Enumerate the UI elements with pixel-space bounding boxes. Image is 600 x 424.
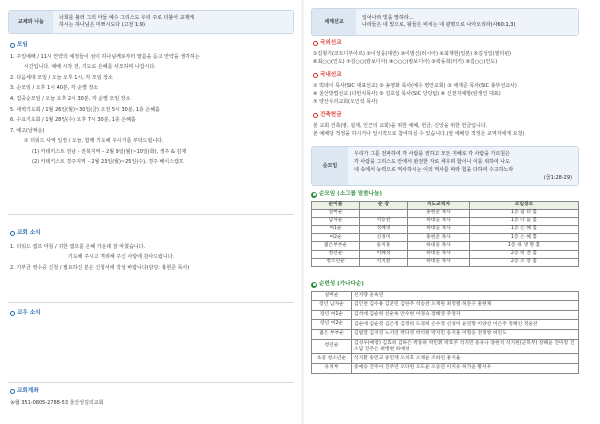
- table-row: 남자순 석승찬 하대웅 목사 1층 나 눔 홀: [312, 217, 579, 225]
- column-header: 모임장소: [470, 201, 579, 209]
- roster-section: [311, 281, 579, 374]
- circle-bullet-icon: [313, 41, 318, 46]
- cell-verse: 우리가 그를 전파하여 각 사람을 권하고 모든 지혜로 각 사람을 가르침은 각 사람을 그리스도 안에서 완전한 자로 세우려 함이니 이를 위하여 나도 내 속에서 능력으로 역사하시는 이의 역사를 따라 힘을 다하여 수고하노라 (골1:28-29): [348, 147, 578, 185]
- divider: [8, 302, 294, 303]
- gathering-item: 1. 주일예배 / 11시 안약의 예정들이 섬이 하나님께로부터 말씀을 듣고 안약을 생각하는: [10, 53, 200, 60]
- gathering-item: 5. 새벽기도회 / 1월 26일(월)~30일(금) 오전 5시 30분, 1층 은혜홀: [10, 106, 160, 113]
- fellowship-verse: 너희를 불러 그의 아들 예수 그리스도 우리 주로 더불어 교제케 하시는 하나님은 미쁘시도다 (고전 1:9): [53, 11, 293, 33]
- right-page: [305, 0, 600, 424]
- news-item: 2. 기부금 영수증 신청 / 필요하신 분은 신청서에 작성 바랍니다(담당: 홍현준 목사): [10, 264, 190, 271]
- account-section: [10, 388, 298, 406]
- table-row: 청년순 이혜성 하대웅 목사 2층 비 전 홀: [312, 250, 579, 258]
- news-title: 교회 소식: [17, 230, 41, 236]
- table-row: 청년순 김성우(매장) 김효희 김하은 박동하 박민휘 박호주 석지민 송유나 양현석 석지원(군복무) 장해윤 전미랑 진소담 진주은 최병현 하예성: [312, 339, 579, 354]
- fellowship-tag: 교제와 나눔: [9, 11, 53, 33]
- overseas-missions-section: [313, 40, 593, 66]
- circle-bullet-icon: [311, 282, 317, 288]
- cell-tag: 순모임: [312, 147, 348, 185]
- account-title: 교회계좌: [17, 388, 39, 394]
- cell-table-section: [311, 191, 579, 267]
- circle-bullet-icon: [313, 113, 318, 118]
- table-row: 장년 여2순 김순애 김순정 김은정 김정희 도경희 손수정 신경미 윤연향 이양선 이은주 정해인 정윤선: [312, 320, 579, 330]
- column-header: 지도교역자: [408, 201, 470, 209]
- circle-bullet-icon: [10, 43, 15, 48]
- circle-bullet-icon: [313, 73, 318, 78]
- column-header: 순이름: [312, 201, 360, 209]
- account-number: 농협 351-0805-2788-53 울산성김의교회: [10, 399, 104, 406]
- column-header: 순 장: [360, 201, 408, 209]
- table-row: 장년 남자순 김인천 김수용 김준민 김한주 석승찬 오재원 최정렬 허문구 홍현채: [312, 301, 579, 311]
- gathering-item: (2) 카데키스트 경주지역 – 2월 23일(월)~25일(수), 경주 베이스캠프: [32, 159, 184, 166]
- circle-bullet-icon: [10, 389, 15, 394]
- missions-banner: [311, 8, 579, 36]
- table-row: 실버순 홍현준 목사 1층 쉼 터 홀: [312, 209, 579, 217]
- missions-tag: 세계선교: [312, 9, 356, 35]
- gathering-item: 6. 수요기도회 / 1월 28일(수) 오후 7시 30분, 1층 은혜홀: [10, 117, 136, 124]
- overseas-item: ⑥최○○(인도) ⑦김○○(캄보디아) ⑧○○○(캄보디아) ⑨곽동희(터키) ⑩김○○(인도): [313, 58, 498, 65]
- roster-title: 순편성 (가나다순): [319, 281, 364, 287]
- building-line: 본 예배당 적정을 하시거나 일시적으로 참여하실 수 있습니다.(앞 예배당 적정은 교역자에게 요청): [313, 130, 525, 137]
- domestic-missions-section: [313, 72, 593, 106]
- building-fund-section: [313, 112, 593, 138]
- overseas-item: ①김형기(코트디부아르) ②이성응(대만) ③이범신(러시아) ④최재현(일본) ⑤김성일(필리핀): [313, 50, 512, 57]
- table-row: 유치부 송예승 진주아 진주연 오다원 오도윤 오승연 이지유 허가윤 황서우: [312, 364, 579, 374]
- gathering-item: 7. 예고(날짜순): [10, 127, 45, 134]
- table-row: 젊은부부순 송지훈 하대웅 목사 1층 새 생 명 홀: [312, 242, 579, 250]
- table-row: 실버순 신지량 윤옥연: [312, 291, 579, 301]
- news-item: 1. 더워드 캠프 마침 / 귀한 캠프를 은혜 가운데 잘 마쳤습니다.: [10, 243, 146, 250]
- circle-bullet-icon: [10, 311, 15, 316]
- overseas-title: 국외선교: [320, 40, 342, 46]
- fellowship-banner: [8, 10, 294, 34]
- roster-table: [311, 291, 579, 374]
- table-row: 초중 청소년순 석지환 송민교 송민재 오치호 오채윤 조하연 홍지율: [312, 354, 579, 364]
- domestic-title: 국내선교: [320, 72, 342, 78]
- circle-bullet-icon: [10, 231, 15, 236]
- cell-table: [311, 201, 579, 268]
- gathering-item: ① 더워드 사역 일정 / 오늘, 함께 기도해 주시기를 부탁드립니다.: [24, 138, 164, 145]
- gathering-title: 모임: [17, 42, 28, 48]
- page-fold: [301, 0, 304, 424]
- building-title: 건축헌금: [320, 112, 342, 118]
- divider: [8, 214, 294, 215]
- gathering-item: 4. 집중순모임 / 오늘 오후 2시 30분, 각 순별 모임 장소: [10, 95, 131, 102]
- staff-section: [10, 310, 298, 318]
- missions-verse: 일어나라 빛을 발하라... 나라들은 네 빛으로, 왕들은 비치는 네 광명으로 나아오리라(사60:1,3): [356, 9, 578, 35]
- gathering-section: [10, 42, 298, 168]
- cell-table-title: 순모임 (소그룹 말씀나눔): [319, 191, 383, 197]
- gathering-item: 2. 다음세대 모임 / 오늘 오후 1시, 각 모임 장소: [10, 74, 113, 81]
- cell-banner: [311, 146, 579, 186]
- gathering-item: 3. 순모임 / 오후 1시 40분, 각 순별 장소: [10, 85, 99, 92]
- circle-bullet-icon: [311, 192, 317, 198]
- domestic-item: ④ 울산방법선교 (다빈치목사) ⑤ 김호섭 목사(SIC 당당팀) ⑥ 신천지예방(탄생인 대표): [313, 90, 501, 97]
- table-row: 여1순 정혜영 하대웅 목사 1층 은 혜 홀: [312, 226, 579, 234]
- staff-title: 교우 소식: [17, 310, 41, 316]
- table-row: 청소년순 석지환 하대웅 목사 2층 소 망 홀: [312, 258, 579, 266]
- gathering-item: (1) 카데키스트 전남 - 전북지역 – 2월 9일(월)~10일(화), 생주 & 김제: [32, 148, 187, 155]
- table-row: 장년 여1순 김석애 김순희 신순옥 안수현 이경숙 장해영 주정자: [312, 310, 579, 320]
- table-row: 젊은 부부순 김범열 김지연 노서연 박다영 박석원 박지민 송지훈 이형웅 전정쌍 허민도: [312, 329, 579, 339]
- domestic-item: ⑦ 양산우리교회(오인석 목사): [313, 98, 378, 105]
- domestic-item: ① 빅데이 목사(SIC 대표선교) ② 송영화 목사(예수 평안교회) ③ 채재준 목사(SIC 총부선교사): [313, 82, 517, 89]
- divider: [8, 382, 294, 383]
- building-line: 본 교회 건축(땅, 설계, 인근의 교회)을 위한 예배, 헌금, 신앙을 위한 헌금입니다.: [313, 122, 488, 129]
- news-item: 기도해 주시고 격려해 주신 사랑에 감사드립니다.: [68, 254, 175, 261]
- table-row: 여2순 신경미 홍현준 목사 1층 은 혜 홀: [312, 234, 579, 242]
- news-section: [10, 230, 298, 273]
- gathering-item: 시간입니다. 예배 시작 전, 기도로 은혜를 사모하며 나갑시다.: [24, 64, 156, 71]
